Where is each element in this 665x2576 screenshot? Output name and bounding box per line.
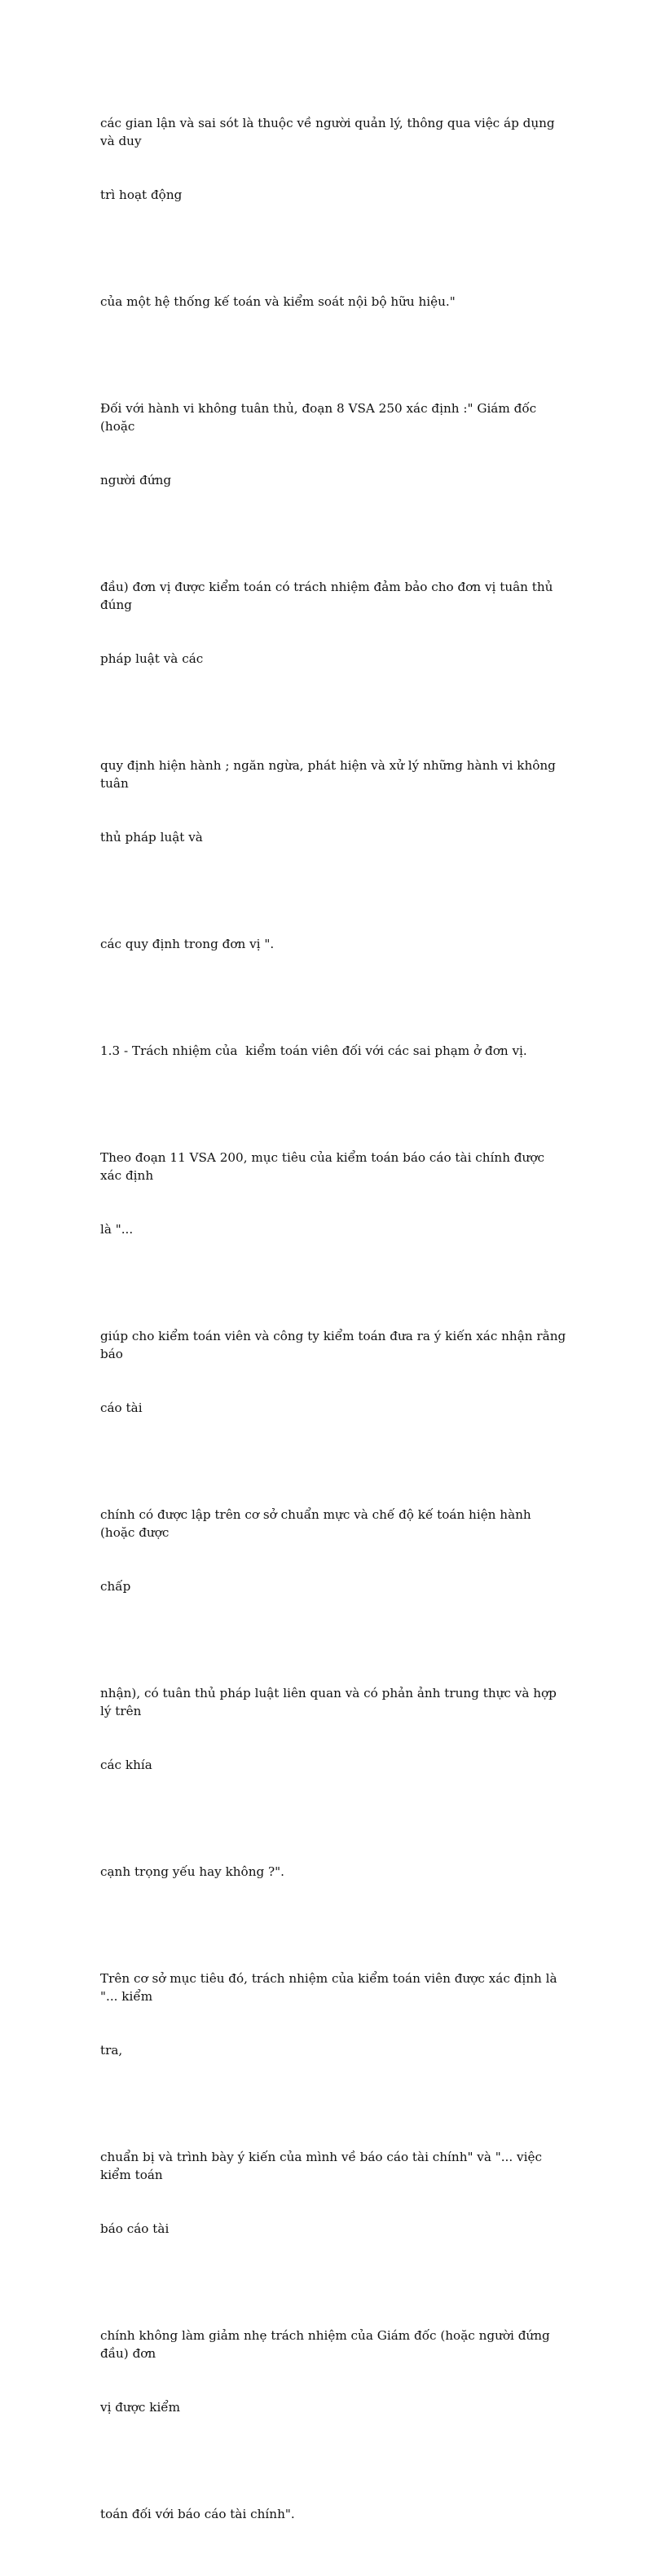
section-heading [100, 1006, 566, 1096]
text-line: đầu) đơn vị được kiểm toán có trách nhiệm đảm bảo cho đơn vị tuân thủ đúng [100, 580, 557, 612]
text-line: vị được kiểm [100, 2400, 181, 2415]
paragraph [100, 1291, 570, 1453]
text-line: các khía [100, 1758, 152, 1772]
text-line: cáo tài [100, 1400, 143, 1415]
document-body [100, 78, 570, 2576]
paragraph [100, 1934, 566, 2095]
text-line: chính không làm giảm nhẹ trách nhiệm của Giám đốc (hoặc người đứng đầu) đơn [100, 2328, 554, 2361]
text-line: quy định hiện hành ; ngăn ngừa, phát hiện và xử lý những hành vi không tuân [100, 758, 560, 791]
text-line: pháp luật và các [100, 651, 204, 666]
text-line: giúp cho kiểm toán viên và công ty kiểm toán đưa ra ý kiến xác nhận rằng báo [100, 1329, 570, 1361]
paragraph [100, 899, 566, 989]
text-line: toán đối với báo cáo tài chính". [100, 2507, 295, 2521]
paragraph [100, 78, 566, 240]
text-line: trì hoạt động [100, 187, 183, 202]
text-line: Đối với hành vi không tuân thủ, đoạn 8 VSA 250 xác định :" Giám đốc (hoặc [100, 401, 540, 434]
paragraph [100, 542, 566, 704]
paragraph [100, 1648, 566, 1810]
text-line: báo cáo tài [100, 2221, 170, 2236]
text-line: chính có được lập trên cơ sở chuẩn mực và chế độ kế toán hiện hành (hoặc được [100, 1507, 535, 1540]
paragraph [100, 2291, 566, 2452]
text-line: 1.3 - Trách nhiệm của kiểm toán viên đối với các sai phạm ở đơn vị. [100, 1043, 527, 1058]
paragraph [100, 2112, 566, 2274]
paragraph [100, 364, 566, 525]
text-line: là "... [100, 1222, 134, 1237]
text-line: các gian lận và sai sót là thuộc về người quản lý, thông qua việc áp dụng và duy [100, 116, 559, 148]
text-line: chấp [100, 1579, 131, 1594]
paragraph [100, 1113, 566, 1274]
paragraph [100, 1470, 566, 1631]
paragraph [100, 1827, 566, 1917]
text-line: cạnh trọng yếu hay không ?". [100, 1864, 284, 1879]
paragraph [100, 257, 566, 346]
text-line: Trên cơ sở mục tiêu đó, trách nhiệm của kiểm toán viên được xác định là "... kiểm [100, 1971, 562, 2004]
text-line: tra, [100, 2043, 123, 2058]
text-line: thủ pháp luật và [100, 830, 203, 845]
text-line: chuẩn bị và trình bày ý kiến của mình về báo cáo tài chính" và "... việc kiểm toán [100, 2150, 546, 2182]
paragraph [100, 2469, 566, 2559]
text-line: các quy định trong đơn vị ". [100, 937, 275, 951]
text-line: nhận), có tuân thủ pháp luật liên quan và có phản ảnh trung thực và hợp lý trên [100, 1686, 561, 1718]
text-line: Theo đoạn 11 VSA 200, mục tiêu của kiểm toán báo cáo tài chính được xác định [100, 1150, 548, 1183]
text-line: người đứng [100, 473, 172, 487]
paragraph [100, 721, 566, 882]
text-line: của một hệ thống kế toán và kiểm soát nội bộ hữu hiệu." [100, 294, 456, 309]
